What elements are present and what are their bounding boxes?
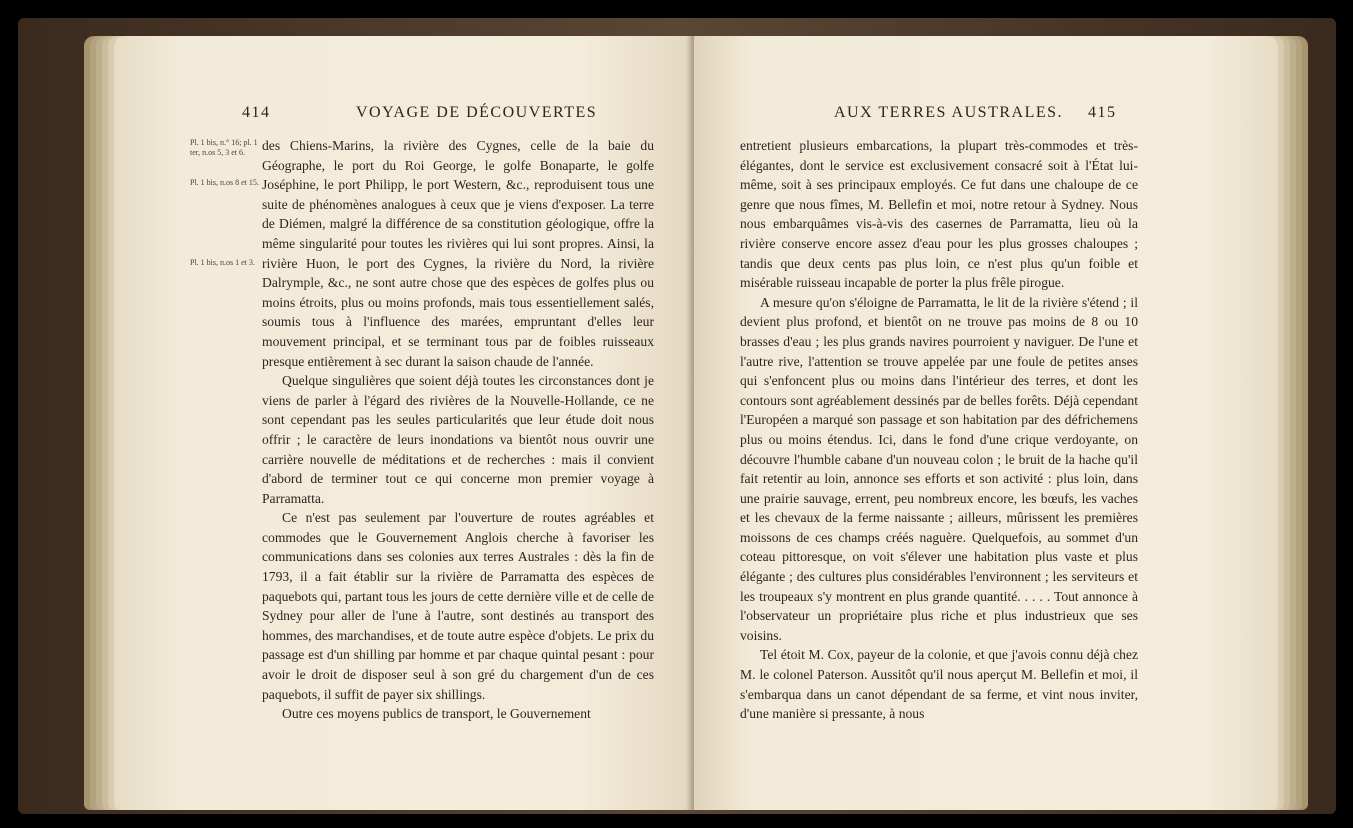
margin-note-1: Pl. 1 bis, n.° 16; pl. 1 ter, n.os 5, 3 et 6. (190, 138, 258, 157)
right-paragraph-2: A mesure qu'on s'éloigne de Parramatta, le lit de la rivière s'étend ; il devient plus profond, et bientôt on ne trouve pas moins de 8 ou 10 brasses d'eau ; les plus grands navires pourroient y naviguer. De l'une et l'autre rive, l'attention se trouve appelée par une foule de petites anses qui s'enfoncent plus ou moins dans l'intérieur des terres, et dont les contours sont agréablement dessinés par de belles forêts. Déjà cependant l'Européen a marqué son passage et son habitation par des défrichemens plus ou moins étendus. Ici, dans le fond d'une crique verdoyante, on découvre l'humble cabane d'un nouveau colon ; le bruit de la hache qu'il fait retentir au loin, annonce ses efforts et son activité : plus loin, dans une prairie sauvage, errent, peu nombreux encore, les bœufs, les vaches et les chevaux de la ferme naissante ; ailleurs, mûrissent les premières moissons de ces champs créés naguère. Quelquefois, au sommet d'un coteau pittoresque, on voit s'élever une habitation plus vaste et plus élégante ; des cultures plus considérables l'environnent ; les serviteurs et les troupeaux s'y montrent en plus grande quantité. . . . . Tout annonce à l'observateur un propriétaire plus riche et plus industrieux que ses voisins. (740, 294, 1138, 643)
left-running-title: VOYAGE DE DÉCOUVERTES (356, 104, 598, 121)
right-page-header (694, 104, 1278, 128)
left-page-header (114, 104, 698, 128)
margin-note-3: Pl. 1 bis, n.os 1 et 3. (190, 258, 255, 267)
right-page-number: 415 (1088, 104, 1117, 121)
left-page-number: 414 (242, 104, 271, 121)
right-running-title: AUX TERRES AUSTRALES. (834, 104, 1064, 121)
left-paragraph-2: Quelque singulières que soient déjà toutes les circonstances dont je viens de parler à l'égard des rivières de la Nouvelle-Hollande, ce ne sont cependant pas les seules particularités que leur étude doit nous offrir ; le caractère de leurs inondations va bientôt nous ouvrir une carrière nouvelle de méditations et de recherches : mais il convient d'abord de terminer tout ce qui concerne mon premier voyage à Parramatta. (262, 373, 654, 506)
open-book (18, 18, 1336, 814)
margin-note-2: Pl. 1 bis, n.os 8 et 15. (190, 178, 259, 187)
left-page (114, 36, 698, 810)
right-paragraph-1: entretient plusieurs embarcations, la plupart très-commodes et très-élégantes, dont le service est exclusivement consacré soit à l'État lui-même, soit à ses principaux employés. Ce fut dans une chaloupe de ce genre que nous fîmes, M. Bellefin et moi, notre retour à Sydney. Nous nous embarquâmes vis-à-vis des casernes de Parramatta, lieu où la rivière conserve encore assez d'eau pour les plus grosses chaloupes ; tandis que deux cents pas plus loin, ce n'est plus qu'un foible et misérable ruisseau incapable de porter la plus frêle pirogue. (740, 138, 1138, 291)
right-page-body (740, 136, 1138, 724)
right-page (694, 36, 1278, 810)
right-paragraph-3: Tel étoit M. Cox, payeur de la colonie, et que j'avois connu déjà chez M. le colonel Paterson. Aussitôt qu'il nous aperçut M. Bellefin et moi, il s'embarqua dans un canot dépendant de sa ferme, et vint nous inviter, d'une manière si pressante, à nous (740, 647, 1138, 722)
left-paragraph-3: Ce n'est pas seulement par l'ouverture de routes agréables et commodes que le Gouvernement Anglois cherche à favoriser les communications dans ses colonies aux terres Australes : dès la fin de 1793, il a fait établir sur la rivière de Parramatta des espèces de paquebots qui, partant tous les jours de cette dernière ville et de celle de Sydney pour aller de l'une à l'autre, sont destinés au transport des hommes, des marchandises, et de toute autre espèce d'objets. Le prix du passage est d'un shilling par homme et par chaque quintal pesant : pour avoir le droit de disposer seul à son gré du chargement d'un de ces paquebots, il suffit de payer six shillings. (262, 510, 654, 702)
left-paragraph-1: des Chiens-Marins, la rivière des Cygnes, celle de la baie du Géographe, le port du Roi George, le golfe Bonaparte, le golfe Joséphine, le port Philipp, le port Western, &c., reproduisent tous une suite de phénomènes analogues à ceux que je viens d'exposer. La terre de Diémen, malgré la différence de sa constitution géologique, offre la même singularité pour toutes les rivières qui lui sont propres. Ainsi, la rivière Huon, le port des Cygnes, la rivière du Nord, la rivière Dalrymple, &c., ne sont autre chose que des espèces de golfes plus ou moins étroits, plus ou moins profonds, mais tous essentiellement salés, soumis tous à l'influence des marées, empruntant d'elles leur mouvement principal, et se terminant tous par de foibles ruisseaux presque entièrement à sec durant la saison chaude de l'année. (262, 138, 654, 369)
left-page-body (262, 136, 654, 724)
left-paragraph-4: Outre ces moyens publics de transport, le Gouvernement (282, 706, 591, 722)
